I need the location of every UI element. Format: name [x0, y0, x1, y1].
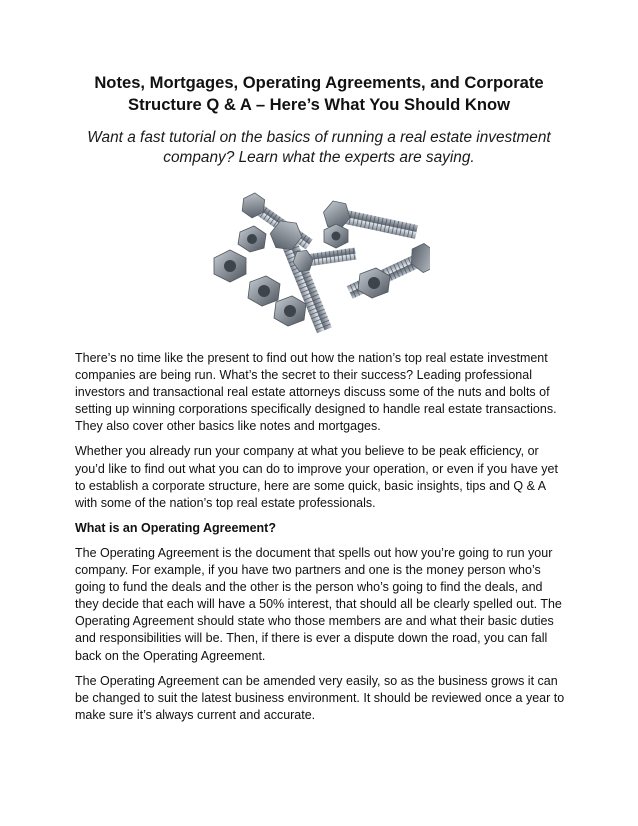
- intro-paragraph: Whether you already run your company at what you believe to be peak efficiency, or you’d like to find out what you can do to improve your operation, or even if you have yet to establish a corporate structure, here are some quick, basic insights, tips and Q & A with some of the nation’s top real estate professionals.: [75, 444, 558, 510]
- nuts-and-bolts-photo: [200, 190, 430, 335]
- intro-paragraph: There’s no time like the present to find out how the nation’s top real estate investment companies are being run. What’s the secret to their success? Leading professional investors and transactional real estate attorneys discuss some of the nuts and bolts of setting up winning corporations specifically designed to handle real estate transactions. They also cover other basics like notes and mortgages.: [75, 351, 557, 434]
- document-subtitle: Want a fast tutorial on the basics of running a real estate investment company? Learn what the experts are saying.: [87, 129, 551, 166]
- section-heading: What is an Operating Agreement?: [75, 520, 276, 535]
- document-title: Notes, Mortgages, Operating Agreements, and Corporate Structure Q & A – Here’s What You Should Know: [94, 73, 544, 114]
- section-paragraph: The Operating Agreement can be amended very easily, so as the business grows it can be changed to suit the latest business environment. It should be reviewed once a year to make sure it’s always current and accurate.: [75, 673, 565, 722]
- document-body: [75, 350, 567, 732]
- section-paragraph: The Operating Agreement is the document that spells out how you’re going to run your company. For example, if you have two partners and one is the money person who’s going to fund the deals and the other is the person who’s going to find the deals, and they decide that each will have a 50% interest, that should all be clearly spelled out. The Operating Agreement should state who those members are and what their basic duties and responsibilities will be. Then, if there is ever a dispute down the road, you can fall back on the Operating Agreement.: [75, 545, 562, 663]
